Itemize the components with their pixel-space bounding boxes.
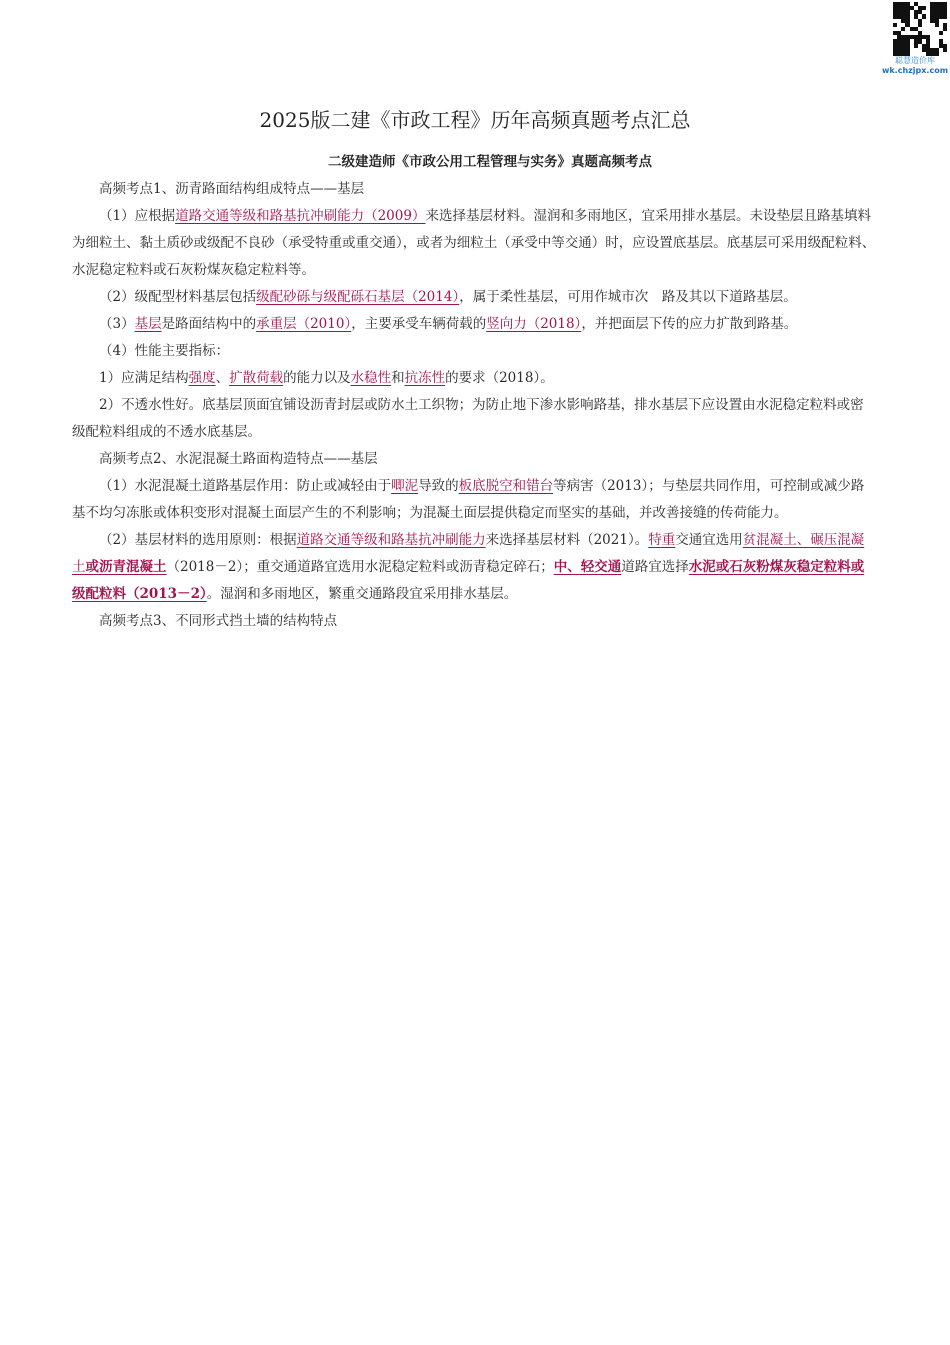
highlight: 特重 xyxy=(648,532,676,548)
text: （1）水泥混凝土道路基层作用：防止或减轻由于 xyxy=(99,478,392,494)
text: （2）基层材料的选用原则：根据 xyxy=(99,532,297,548)
text: 的要求（2018）。 xyxy=(445,370,554,386)
highlight: 承重层（2010） xyxy=(256,316,352,332)
qr-code xyxy=(893,2,947,56)
text: ，并把面层下传的应力扩散到路基。 xyxy=(581,316,798,332)
text: 。湿润和多雨地区，繁重交通路段宜采用排水基层。 xyxy=(206,586,518,602)
highlight: 扩散荷载 xyxy=(229,370,284,386)
text: 导致的 xyxy=(418,478,459,494)
highlight: 道路交通等级和路基抗冲刷能力 xyxy=(296,532,486,548)
highlight: 强度 xyxy=(188,370,216,386)
document-body xyxy=(72,176,877,635)
highlight: 抗冻性 xyxy=(404,370,446,386)
section-3-heading: 高频考点3、不同形式挡土墙的结构特点 xyxy=(99,613,338,629)
highlight: 级配砂砾与级配砾石基层（2014） xyxy=(256,289,460,305)
text: 和 xyxy=(391,370,405,386)
highlight: 水稳性 xyxy=(350,370,392,386)
text: （1）应根据 xyxy=(99,208,176,224)
section-2-heading: 高频考点2、水泥混凝土路面构造特点——基层 xyxy=(99,451,378,467)
highlight: 竖向力（2018） xyxy=(486,316,582,332)
text: ，主要承受车辆荷载的 xyxy=(351,316,487,332)
text: 是路面结构中的 xyxy=(161,316,257,332)
qr-caption-top: 聪慧造价库 xyxy=(895,56,935,65)
highlight: 板底脱空和错台 xyxy=(458,478,554,494)
text: （2018－2）；重交通道路宜选用水泥稳定粒料或沥青稳定碎石； xyxy=(166,559,554,575)
document-title: 2025版二建《市政工程》历年高频真题考点汇总 xyxy=(259,108,691,132)
highlight: 基层 xyxy=(134,316,162,332)
section-1-paragraph-4: （4）性能主要指标： xyxy=(99,343,230,359)
section-1-paragraph-2 xyxy=(72,284,877,311)
text: 1）应满足结构 xyxy=(99,370,189,386)
qr-caption-url: wk.chzjpx.com xyxy=(881,66,949,75)
text: 、 xyxy=(215,370,230,386)
text: 来选择基层材料。湿润和多雨地区，宜采用排水基层。未设垫层且路基填料为细粒土、黏土质砂或级配不良砂（承受特重或重交通），或者为细粒土（承受中等交通）时，应设置底基层。底基层可采用级配粒料、水泥稳定粒料或石灰粉煤灰稳定粒料等。 xyxy=(72,208,876,278)
qr-caption xyxy=(880,56,950,76)
text: （2）级配型材料基层包括 xyxy=(99,289,257,305)
highlight-bold: 中、轻交通 xyxy=(553,559,622,575)
highlight: 唧泥 xyxy=(391,478,419,494)
highlight-bold: 或沥青混凝土 xyxy=(85,559,167,575)
text: 等病害（2013）；与垫层共同作用，可控制或减少路基不均匀冻胀或体积变形对混凝土面层产生的不利影响；为混凝土面层提供稳定而坚实的基础，并改善接缝的传荷能力。 xyxy=(72,478,865,521)
section-2-paragraph-2 xyxy=(72,527,877,608)
section-1-paragraph-3 xyxy=(72,311,877,338)
text: 交通宜选用 xyxy=(675,532,743,548)
text: ，属于柔性基层，可用作城市次 路及其以下道路基层。 xyxy=(459,289,797,305)
section-2-paragraph-1 xyxy=(72,473,877,527)
text: （3） xyxy=(99,316,135,332)
highlight-bold: 水泥或石灰粉煤灰稳定粒料或级配粒料（2013－2） xyxy=(72,559,865,602)
section-1-paragraph-6: 2）不透水性好。底基层顶面宜铺设沥青封层或防水土工织物；为防止地下渗水影响路基，排水基层下应设置由水泥稳定粒料或密级配粒料组成的不透水底基层。 xyxy=(72,397,864,440)
text: 的能力以及 xyxy=(283,370,351,386)
section-1-paragraph-5 xyxy=(72,365,877,392)
highlight: 贫混凝土、碾压混凝土 xyxy=(72,532,865,575)
section-1-paragraph-1 xyxy=(72,203,877,284)
text: 道路宜选择 xyxy=(621,559,689,575)
document-subtitle: 二级建造师《市政公用工程管理与实务》真题高频考点 xyxy=(328,154,652,170)
section-1-heading: 高频考点1、沥青路面结构组成特点——基层 xyxy=(99,181,365,197)
highlight: 道路交通等级和路基抗冲刷能力（2009） xyxy=(175,208,426,224)
text: 来选择基层材料（2021）。 xyxy=(485,532,649,548)
